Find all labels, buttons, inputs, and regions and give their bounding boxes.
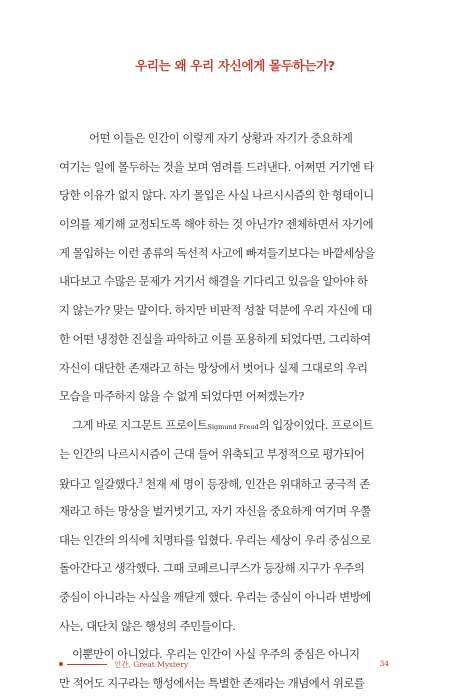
- text-line: 자신이 대단한 존재라고 하는 망상에서 벗어나 실제 그대로의 우리: [59, 360, 368, 375]
- text-line: 는 인간의 나르시시즘이 근대 들어 위축되고 부정적으로 평가되어: [59, 446, 365, 461]
- text-line: 사는, 대단치 않은 행성의 주민들이다.: [59, 618, 236, 633]
- page-number: 34: [379, 659, 389, 668]
- text-run: 천재 세 명이 등장해, 인간은 위대하고 궁극적 존: [142, 477, 370, 492]
- text-run: 의 입장이었다. 프로이트: [258, 417, 374, 432]
- bullet-dot: [59, 662, 63, 666]
- text-run: 그게 바로 지그문트 프로이트: [72, 417, 208, 432]
- text-line: 돌아간다고 생각했다. 그때 코페르니쿠스가 등장해 지구가 우주의: [59, 561, 365, 576]
- text-line: 어떤 이들은 인간이 이렇게 자기 상황과 자기가 중요하게: [89, 131, 353, 145]
- body-text: [59, 124, 389, 698]
- text-line: 지 않는가? 맞는 말이다. 하지만 비판적 성찰 덕분에 우리 자신에 대: [59, 303, 373, 318]
- text-line: 이뿐만이 아니었다. 우리는 인간이 사실 우주의 중심은 아니지: [72, 647, 360, 662]
- running-title: 인간, Great Mystery: [114, 660, 189, 669]
- text-line: 여기는 일에 몰두하는 것을 보며 염려를 드러낸다. 어쩌면 거기엔 타: [59, 159, 374, 174]
- text-line: 중심이 아니라는 사실을 깨닫게 했다. 우리는 중심이 아니라 변방에: [59, 590, 371, 604]
- text-line: 게 몰입하는 이런 종류의 독선적 사고에 빠져들기보다는 바깥세상을: [59, 245, 375, 260]
- text-line: 재라고 하는 망상을 벌거벗기고, 자기 자신을 중요하게 여기며 우쭐: [59, 503, 371, 518]
- text-line: 내다보고 수많은 문제가 거기서 해결을 기다리고 있음을 알아야 하: [59, 274, 368, 289]
- text-line: 모습을 마주하지 않을 수 없게 되었다면 어쩌겠는가?: [59, 389, 304, 404]
- page-footer: [59, 659, 389, 671]
- text-line: 이의를 제기해 교정되도록 해야 하는 것 아닌가? 젠체하면서 자기에: [59, 217, 374, 232]
- text-line: 당한 이유가 없지 않다. 자기 몰입은 사실 나르시시즘의 한 형태이니: [59, 188, 374, 203]
- text-line: 한 어떤 냉정한 진실을 파악하고 이를 포용하게 되었다면, 그리하여: [59, 331, 371, 346]
- text-run: 왔다고 일갈했다.: [59, 477, 139, 492]
- footnote-marker: 3: [138, 478, 143, 486]
- text-line: 대는 인간의 의식에 치명타를 입혔다. 우리는 세상이 우리 중심으로: [59, 532, 371, 547]
- section-heading: 우리는 왜 우리 자신에게 몰두하는가?: [135, 58, 335, 73]
- text-line: 만 적어도 지구라는 행성에서는 특별한 존재라는 개념에서 위로를: [59, 676, 365, 691]
- name-original: Sigmund Freud: [207, 422, 259, 431]
- text-line: [59, 411, 389, 440]
- text-line: [59, 468, 389, 497]
- footer-rule: [67, 664, 107, 665]
